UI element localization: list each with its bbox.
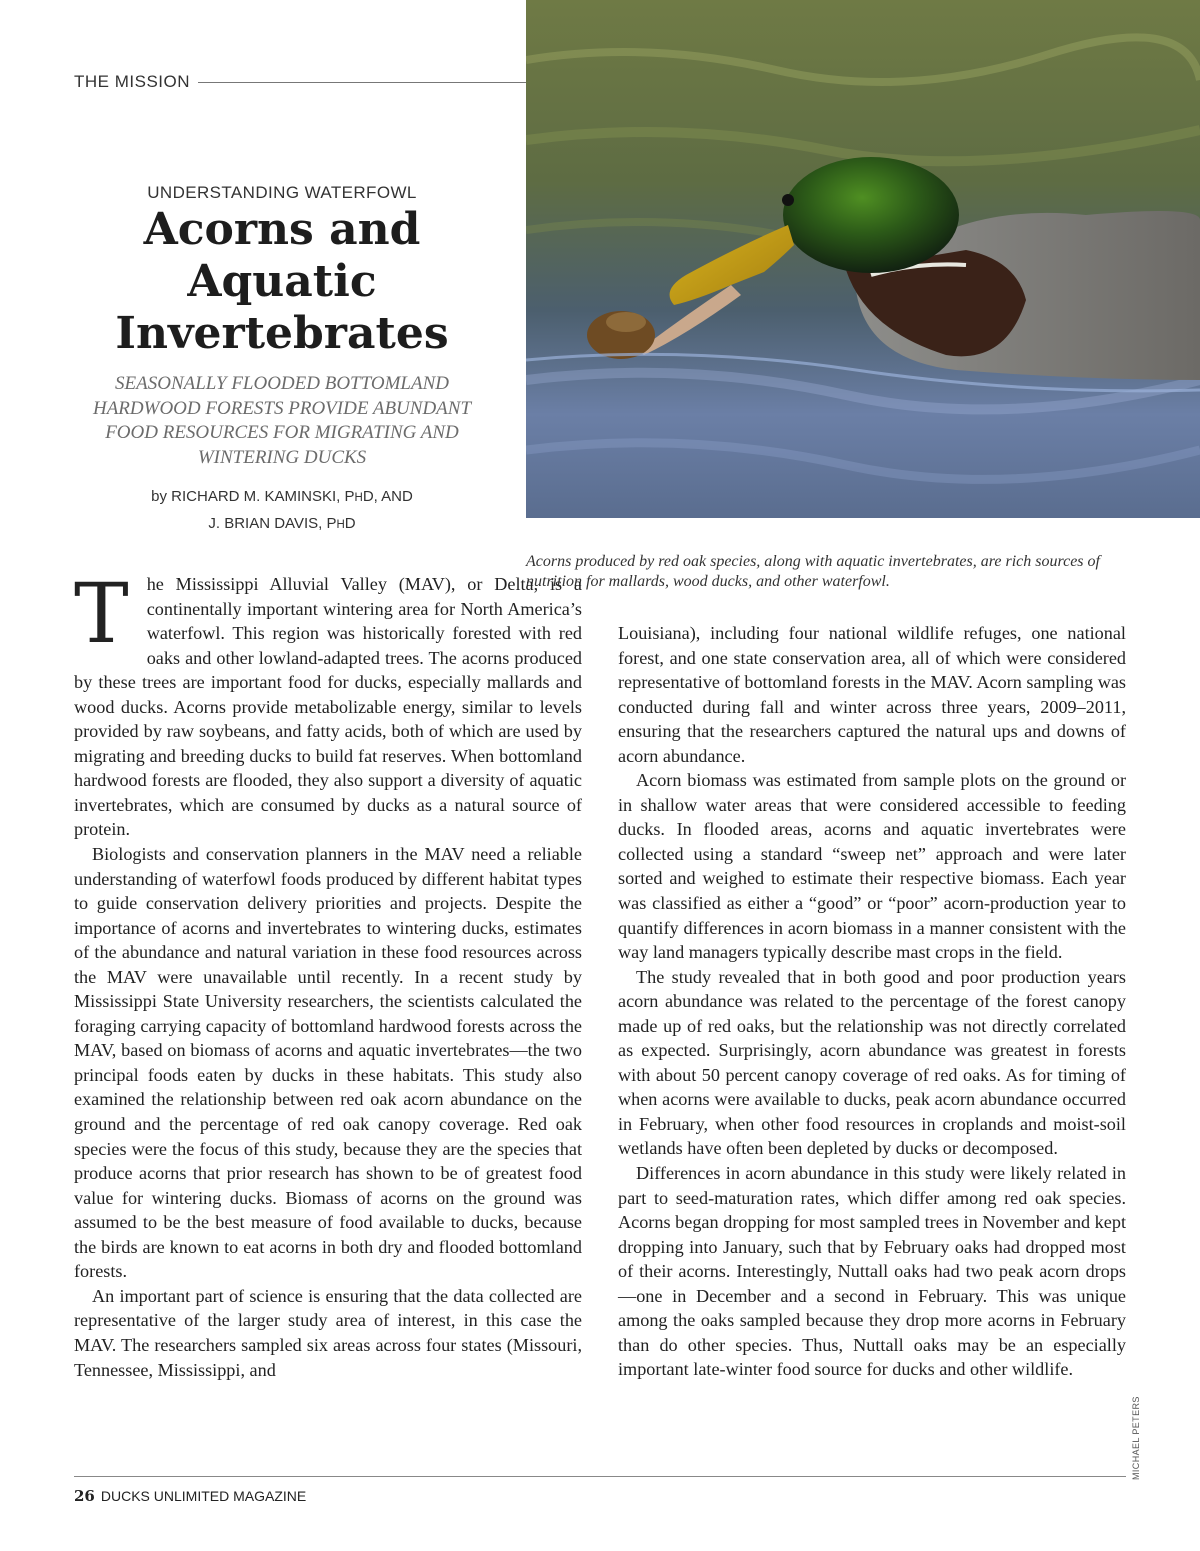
page-number: 26: [74, 1487, 95, 1505]
photo-credit: MICHAEL PETERS: [1131, 1396, 1141, 1480]
body-column-2: [618, 621, 1126, 1382]
body-paragraph: Louisiana), including four national wildlife refuges, one national forest, and one state conservation area, all of which were considered representative of bottomland forests in the MAV. Acorn sampling was conducted during fall and winter across three years, 2009–2011, ensuring that the researchers captured the natural ups and downs of acorn abundance.: [618, 623, 1126, 766]
drop-cap: T: [74, 567, 129, 662]
footer-divider: [74, 1476, 1126, 1477]
body-paragraph: An important part of science is ensuring that the data collected are representative of the larger study area of interest, in this case the MAV. The researchers sampled six areas across four states (Missouri, Tennessee, Mississippi, and: [74, 1285, 582, 1380]
body-paragraph: The study revealed that in both good and poor production years acorn abundance was related to the percentage of the forest canopy made up of red oaks, but the relationship was not directly correlated as expected. Surprisingly, acorn abundance was greatest in forests with about 50 percent canopy coverage of red oaks. As for timing of when acorns were available to ducks, peak acorn abundance occurred in February, when other food resources in croplands and moist-soil wetlands have often been depleted by ducks or decomposed.: [618, 966, 1126, 1159]
article-deck: SEASONALLY FLOODED BOTTOMLAND HARDWOOD FORESTS PROVIDE ABUNDANT FOOD RESOURCES FOR MIGRATING AND WINTERING DUCKS: [92, 373, 472, 468]
byline-line-1: by RICHARD M. KAMINSKI, PHD, AND: [151, 488, 413, 505]
duck-eye: [782, 194, 794, 206]
byline: [82, 484, 482, 538]
body-paragraph: Acorn biomass was estimated from sample plots on the ground or in shallow water areas that were considered accessible to feeding ducks. In flooded areas, acorns and aquatic invertebrates were collected using a standard “sweep net” approach and were later sorted and weighed to estimate their respective biomass. Each year was classified as either a “good” or “poor” acorn-production year to quantify differences in acorn biomass in a manner consistent with the way land managers typically describe mast crops in the field.: [618, 770, 1126, 963]
mallard-photo: [526, 0, 1200, 518]
body-paragraph: The Mississippi Alluvial Valley (MAV), or Delta, is a continentally important wintering area for North America’s waterfowl. This region was historically forested with red oaks and other lowland-adapted trees. The acorns produced by these trees are important food for ducks, especially mallards and wood ducks. Acorns provide metabolizable energy, similar to levels provided by raw soybeans, and fatty acids, both of which are used by migrating and breeding ducks to build fat reserves. When bottomland hardwood forests are flooded, they also support a diversity of aquatic invertebrates, which are consumed by ducks as a natural source of protein.: [74, 567, 582, 840]
publication-name: DUCKS UNLIMITED MAGAZINE: [100, 1488, 307, 1504]
body-column-1: [74, 567, 582, 1382]
byline-line-2: J. BRIAN DAVIS, PHD: [208, 515, 356, 532]
photo-caption: Acorns produced by red oak species, along with aquatic invertebrates, are rich sources of nutrition for mallards, wood ducks, and other waterfowl.: [526, 553, 1100, 590]
body-paragraph: Differences in acorn abundance in this study were likely related in part to seed-maturation rates, which differ among red oak species. Acorns began dropping for most sampled trees in November and kept dropping into January, such that by February oaks had dropped most of their acorns. Interestingly, Nuttall oaks had two peak acorn drops—one in December and a second in February. This was unique among the oaks sampled because they drop more acorns in February than do other species. Thus, Nuttall oaks may be an especially important late-winter food source for ducks and other wildlife.: [618, 1163, 1126, 1380]
duck-head: [783, 157, 959, 273]
body-paragraph: Biologists and conservation planners in the MAV need a reliable understanding of waterfowl foods produced by different habitat types to guide conservation delivery priorities and projects. Despite the importance of acorns and invertebrates to wintering ducks, estimates of the abundance and natural variation in these food resources across the MAV were unavailable until recently. In a recent study by Mississippi State University researchers, the scientists calculated the foraging carrying capacity of bottomland hardwood forests across the MAV, based on biomass of acorns and aquatic invertebrates—the two principal foods eaten by ducks in these habitats. This study also examined the relationship between red oak acorn abundance on the ground and the percentage of red oak canopy coverage. Red oak species were the focus of this study, because they are the species that produce acorns that prior research has shown to be of greatest food value for wintering ducks. Biomass of acorns on the ground was assumed to be the best measure of food available to ducks, because the birds are known to eat acorns in both dry and flooded bottomland forests.: [74, 844, 582, 1282]
article-kicker: UNDERSTANDING WATERFOWL: [147, 183, 417, 202]
acorn-cap: [606, 312, 646, 332]
section-divider: [198, 82, 526, 83]
page-footer: [74, 1487, 306, 1505]
section-label: THE MISSION: [74, 72, 191, 91]
article-title: Acorns and Aquatic Invertebrates: [115, 204, 449, 359]
